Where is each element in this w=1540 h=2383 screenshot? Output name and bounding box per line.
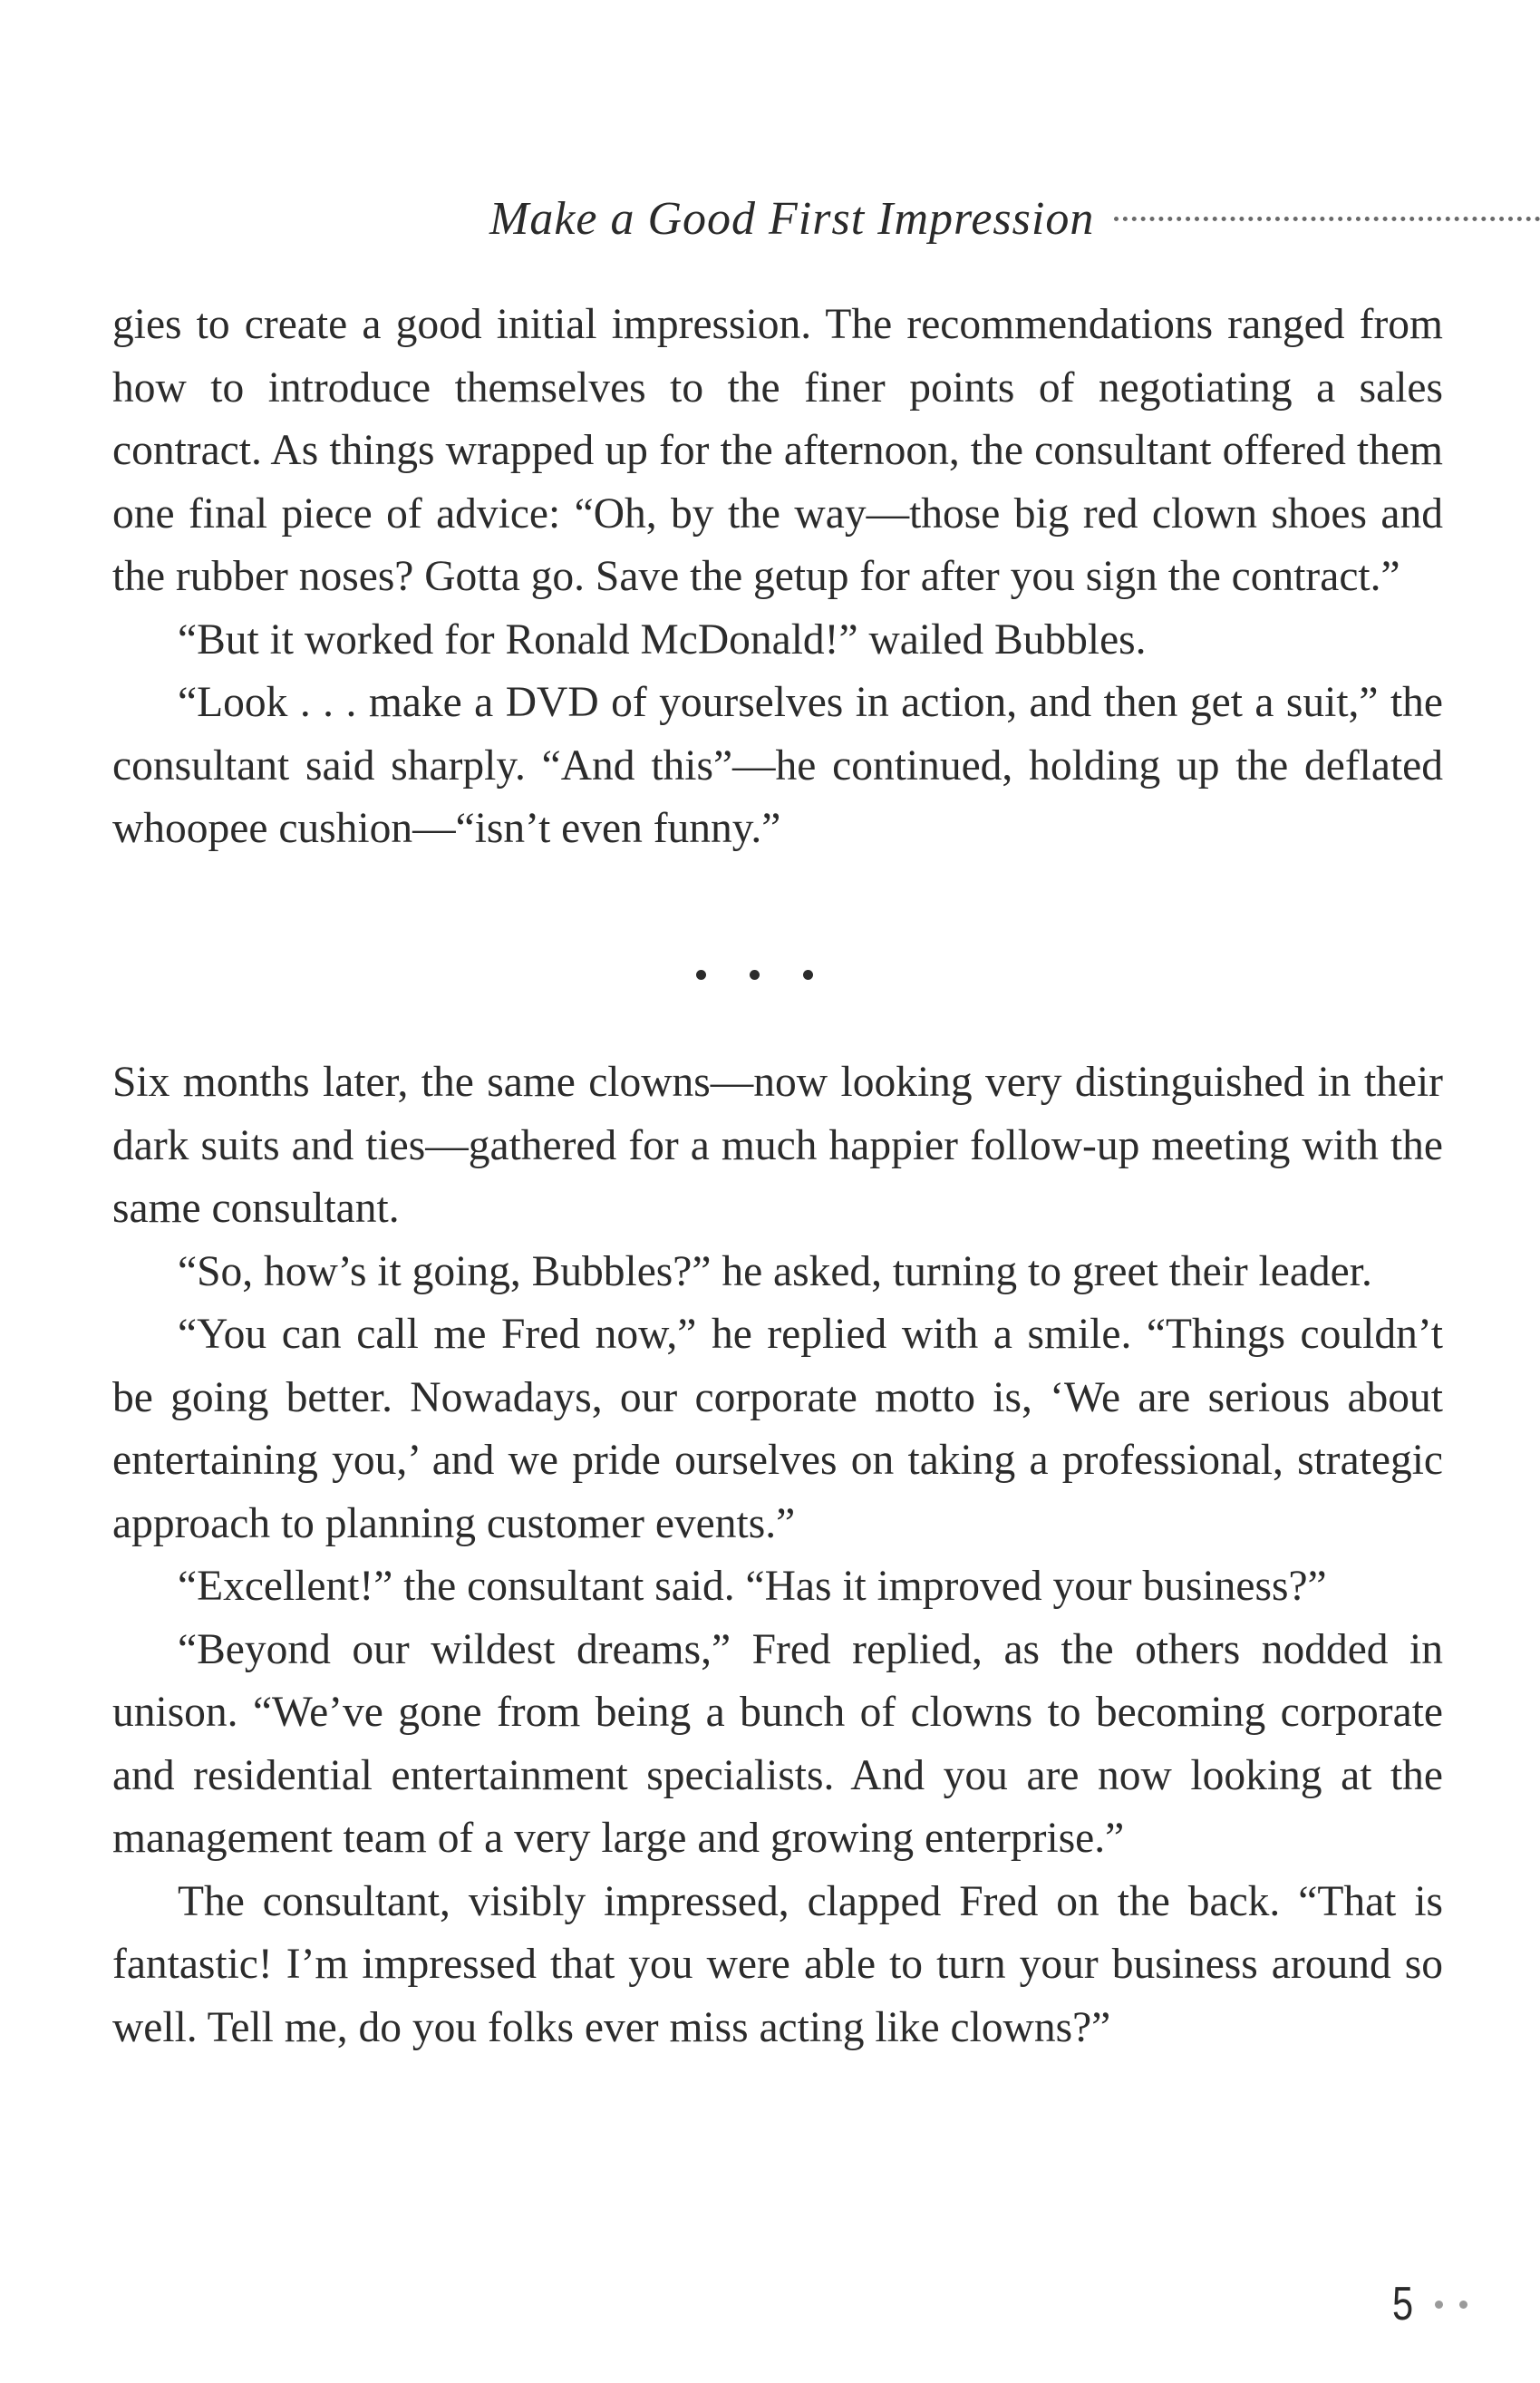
paragraph: The consultant, visibly impressed, clapped Fred on the back. “That is fantastic! I’m impressed that you were able to turn your business around so well. Tell me, do you folks ever miss acting like clowns?” [112,1877,1443,2051]
paragraph: “Look . . . make a DVD of yourselves in action, and then get a suit,” the consultant said sharply. “And this”—he continued, holding up the deflated whoopee cushion—“isn’t even funny.” [112,679,1443,852]
paragraph: Six months later, the same clowns—now looking very distinguished in their dark suits and ties—gathered for a much happier follow-up meeting with the same consultant. [112,1059,1443,1232]
paragraph: gies to create a good initial impression. The recommendations ranged from how to introduce themselves to the finer points of negotiating a sales contract. As things wrapped up for the afternoon, the consultant offered them one final piece of advice: “Oh, by the way—those big red clown shoes and the rubber noses? Gotta go. Save the getup for after you sign the contract.” [112,301,1443,600]
folio-dot [1435,2301,1443,2309]
running-head-title: Make a Good First Impression [489,193,1095,245]
paragraph: “Beyond our wildest dreams,” Fred replied, as the others nodded in unison. “We’ve gone from being a bunch of clowns to becoming corporate and residential entertainment specialists. And you are now looking at the management team of a very large and growing enterprise.” [112,1625,1443,1862]
paragraph: “You can call me Fred now,” he replied with a smile. “Things couldn’t be going better. Nowadays, our corporate motto is, ‘We are serious about entertaining you,’ and we pride ourselves on taking a professional, strategic approach to planning customer events.” [112,1311,1443,1547]
ornament-dot [750,970,760,980]
page-number: 5 [1392,2278,1414,2330]
body-text-section-1 [112,294,1443,861]
folio-dot [1459,2301,1467,2309]
section-break-ornament [696,970,813,980]
folio [1392,2277,1467,2331]
body-text-section-2 [112,1051,1443,2059]
running-head [489,192,1540,246]
ornament-dot [696,970,706,980]
running-head-dotted-rule [1114,217,1540,221]
paragraph: “So, how’s it going, Bubbles?” he asked, turning to greet their leader. [178,1247,1372,1295]
ornament-dot [803,970,813,980]
paragraph: “But it worked for Ronald McDonald!” wailed Bubbles. [178,615,1147,664]
paragraph: “Excellent!” the consultant said. “Has it improved your business?” [178,1563,1327,1610]
